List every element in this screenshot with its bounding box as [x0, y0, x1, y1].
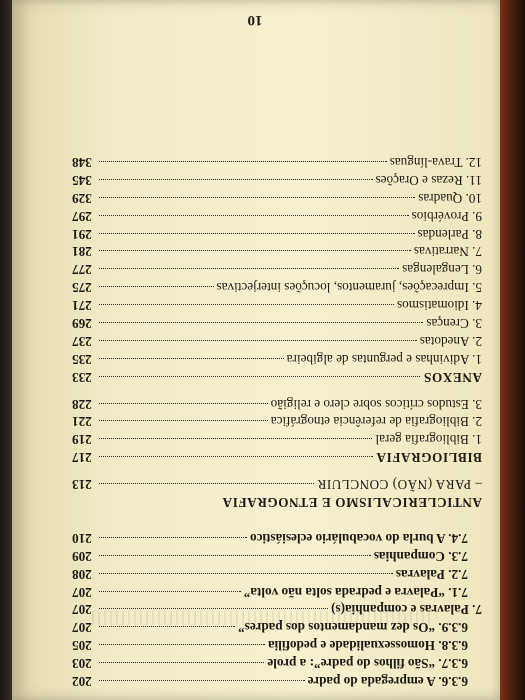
leader-dots: [99, 608, 328, 609]
page-number: 10: [247, 12, 263, 28]
toc-entry-label: 7.3. Companhias: [373, 548, 468, 564]
toc-entry-label: 6.3.7. “São filhos do padre”: a prole: [267, 656, 468, 672]
toc-entry-label: 2. Anedotas: [419, 333, 482, 349]
toc-entry: [72, 430, 482, 448]
toc-entry: [72, 225, 482, 243]
toc-entry-page: 207: [72, 620, 92, 636]
toc-entry-label: 11. Rezas e Orações: [375, 172, 482, 188]
leader-dots: [99, 438, 372, 439]
toc-entry-label: 10. Quadras: [418, 190, 482, 206]
leader-dots: [99, 250, 411, 251]
toc-entry-page: 228: [72, 396, 92, 412]
toc-entry: [72, 153, 482, 171]
toc-entry-page: 297: [72, 208, 92, 224]
spacer: [72, 520, 482, 529]
toc-entry-label: 8. Parlendas: [417, 226, 482, 242]
toc-entry: [72, 583, 482, 601]
toc-entry-label: 4. Idiomatismos: [397, 298, 482, 314]
toc-entry-page: 277: [72, 262, 92, 278]
toc-section-conclusion: [72, 493, 482, 511]
leader-dots: [99, 537, 247, 538]
toc-entry-label: 2. Bibliografia de referência etnográfica: [270, 414, 482, 430]
toc-entry-label: 7. Palavras e companhia(s): [331, 602, 482, 618]
leader-dots: [99, 680, 305, 681]
toc-entry-page: 275: [72, 280, 92, 296]
leader-dots: [99, 340, 417, 341]
toc-entry-page: 210: [72, 530, 92, 546]
toc-entry: [72, 278, 482, 296]
toc-entry-page: 219: [72, 432, 92, 448]
leader-dots: [99, 483, 314, 484]
leader-dots: [99, 233, 415, 234]
toc-entry-page: 221: [72, 414, 92, 430]
leader-dots: [99, 304, 394, 305]
leader-dots: [99, 420, 268, 421]
toc-entry: [72, 672, 482, 690]
leader-dots: [99, 268, 399, 269]
toc-entry-page: 203: [72, 656, 92, 672]
leader-dots: [99, 179, 373, 180]
toc-entry: [72, 654, 482, 672]
leader-dots: [99, 555, 371, 556]
toc-entry-page: 348: [72, 154, 92, 170]
toc-entry: [72, 350, 482, 368]
section-subtitle: – PARA (NÃO) CONCLUIR: [317, 477, 482, 493]
toc-entry-label: 6.3.9. “Os dez mandamentos dos padres”: [238, 620, 468, 636]
toc-entry: [72, 565, 482, 583]
toc-entry: [72, 314, 482, 332]
section-title: ANEXOS: [423, 369, 482, 385]
toc-entry-label: 5. Imprecações, juramentos, locuções interjectivas: [216, 280, 482, 296]
toc-entry-label: 3. Estudos críticos sobre clero e religião: [270, 396, 482, 412]
toc-entry-page: 291: [72, 226, 92, 242]
book-page: [12, 0, 500, 700]
leader-dots: [99, 358, 284, 359]
toc-entry: [72, 296, 482, 314]
leader-dots: [99, 215, 409, 216]
leader-dots: [99, 403, 268, 404]
toc-entry: [72, 395, 482, 413]
toc-entry-page: 208: [72, 566, 92, 582]
section-title: ANTICLERICALISMO E ETNOGRAFIA: [222, 494, 482, 510]
toc-entry-page: 209: [72, 548, 92, 564]
toc-entry-page: 281: [72, 244, 92, 260]
leader-dots: [99, 456, 373, 457]
leader-dots: [99, 644, 265, 645]
toc-entry: [72, 332, 482, 350]
toc-entry: [72, 529, 482, 547]
page-content-upside-down: [12, 0, 500, 700]
toc-entry-label: 12. Trava-línguas: [389, 154, 482, 170]
toc-entry-label: 1. Adivinhas e perguntas de algibeira: [286, 351, 482, 367]
toc-entry-label: 6.3.6. A empregada do padre: [307, 674, 468, 689]
toc-entry: [72, 547, 482, 565]
section-page: 217: [72, 450, 92, 466]
section-title: BIBLIOGRAFIA: [375, 450, 482, 466]
toc-entry-page: 207: [72, 602, 92, 618]
toc-entry: [72, 207, 482, 225]
leader-dots: [99, 161, 387, 162]
toc-section-anexos: [72, 368, 482, 386]
spacer: [72, 511, 482, 520]
toc-entry: [72, 171, 482, 189]
spacer: [72, 466, 482, 475]
toc-entry-label: 6.3.8. Homossexualidade e pedofilia: [267, 638, 468, 654]
toc-entry-page: 202: [72, 674, 92, 689]
toc-section-conclusion-line2: [72, 475, 482, 493]
toc-entry-page: 205: [72, 638, 92, 654]
section-page: 213: [72, 477, 92, 493]
toc-entry: [72, 413, 482, 431]
toc-entry-page: 207: [72, 584, 92, 600]
toc-entry: [72, 260, 482, 278]
toc-entry-page: 235: [72, 351, 92, 367]
toc-entry: [72, 636, 482, 654]
leader-dots: [99, 662, 264, 663]
leader-dots: [99, 573, 393, 574]
toc-entry-label: 7.1. “Palavra e pedrada solta não volta”: [243, 584, 468, 600]
section-page: 233: [72, 369, 92, 385]
leader-dots: [99, 591, 241, 592]
bleed-through-text: [90, 611, 430, 625]
leader-dots: [99, 322, 423, 323]
toc-entry-page: 271: [72, 298, 92, 314]
toc-entry: [72, 243, 482, 261]
toc-section-bibliografia: [72, 448, 482, 466]
table-of-contents: [72, 153, 482, 690]
toc-entry: [72, 189, 482, 207]
leader-dots: [99, 197, 415, 198]
toc-entry-label: 7. Narrativas: [413, 244, 482, 260]
toc-entry-label: 6. Lengalengas: [402, 262, 482, 278]
leader-dots: [99, 376, 420, 377]
spacer: [72, 386, 482, 395]
toc-entry-label: 3. Crenças: [426, 315, 482, 331]
toc-entry-label: 7.2. Palavras: [395, 566, 468, 582]
toc-entry-label: 9. Provérbios: [411, 208, 482, 224]
toc-entry-label: 7.4. A burla do vocabulário eclesiástico: [250, 530, 468, 546]
toc-entry-page: 269: [72, 315, 92, 331]
toc-entry-page: 329: [72, 190, 92, 206]
toc-entry-label: 1. Bibliografia geral: [375, 432, 482, 448]
toc-entry-page: 345: [72, 172, 92, 188]
toc-entry-page: 237: [72, 333, 92, 349]
leader-dots: [99, 286, 214, 287]
leader-dots: [99, 626, 235, 627]
